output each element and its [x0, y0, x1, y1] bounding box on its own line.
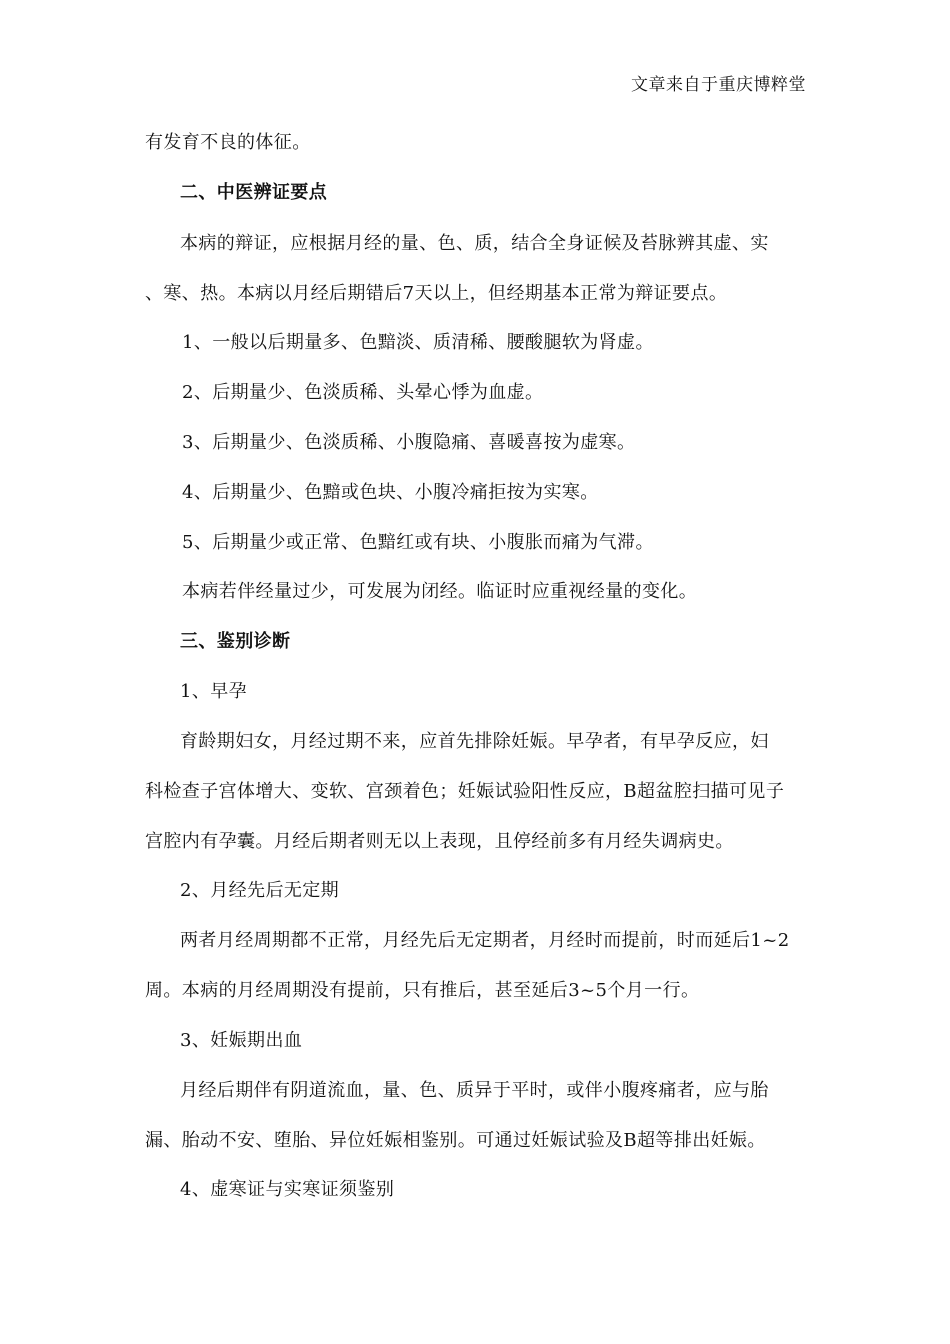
list-item: 1、一般以后期量多、色黯淡、质清稀、腰酸腿软为肾虚。	[182, 332, 654, 353]
paragraph-line: 本病若伴经量过少，可发展为闭经。临证时应重视经量的变化。	[182, 581, 698, 602]
subheading: 4、虚寒证与实寒证须鉴别	[180, 1179, 395, 1200]
list-item: 3、后期量少、色淡质稀、小腹隐痛、喜暖喜按为虚寒。	[182, 432, 636, 453]
paragraph-line: 育龄期妇女，月经过期不来，应首先排除妊娠。早孕者，有早孕反应，妇	[180, 731, 769, 752]
paragraph-line: 宫腔内有孕囊。月经后期者则无以上表现，且停经前多有月经失调病史。	[145, 831, 734, 852]
list-item: 4、后期量少、色黯或色块、小腹冷痛拒按为实寒。	[182, 482, 599, 503]
paragraph-line: 、寒、热。本病以月经后期错后7天以上，但经期基本正常为辩证要点。	[145, 283, 728, 304]
paragraph-line: 有发育不良的体征。	[145, 132, 311, 153]
source-header: 文章来自于重庆博粹堂	[631, 75, 806, 95]
paragraph-line: 漏、胎动不安、堕胎、异位妊娠相鉴别。可通过妊娠试验及B超等排出妊娠。	[145, 1130, 766, 1151]
subheading: 3、妊娠期出血	[180, 1030, 303, 1051]
paragraph-line: 月经后期伴有阴道流血，量、色、质异于平时，或伴小腹疼痛者，应与胎	[180, 1080, 769, 1101]
list-item: 2、后期量少、色淡质稀、头晕心悸为血虚。	[182, 382, 544, 403]
subheading: 2、月经先后无定期	[180, 880, 340, 901]
paragraph-line: 本病的辩证，应根据月经的量、色、质，结合全身证候及苔脉辨其虚、实	[180, 233, 769, 254]
paragraph-line: 科检查子宫体增大、变软、宫颈着色；妊娠试验阳性反应，B超盆腔扫描可见子	[145, 781, 785, 802]
section-heading-differentiation: 二、中医辨证要点	[180, 182, 328, 203]
paragraph-line: 周。本病的月经周期没有提前，只有推后，甚至延后3~5个月一行。	[145, 980, 700, 1001]
paragraph-line: 两者月经周期都不正常，月经先后无定期者，月经时而提前，时而延后1~2	[180, 930, 790, 951]
subheading: 1、早孕	[180, 681, 248, 702]
section-heading-diagnosis: 三、鉴别诊断	[180, 631, 291, 652]
list-item: 5、后期量少或正常、色黯红或有块、小腹胀而痛为气滞。	[182, 532, 654, 553]
